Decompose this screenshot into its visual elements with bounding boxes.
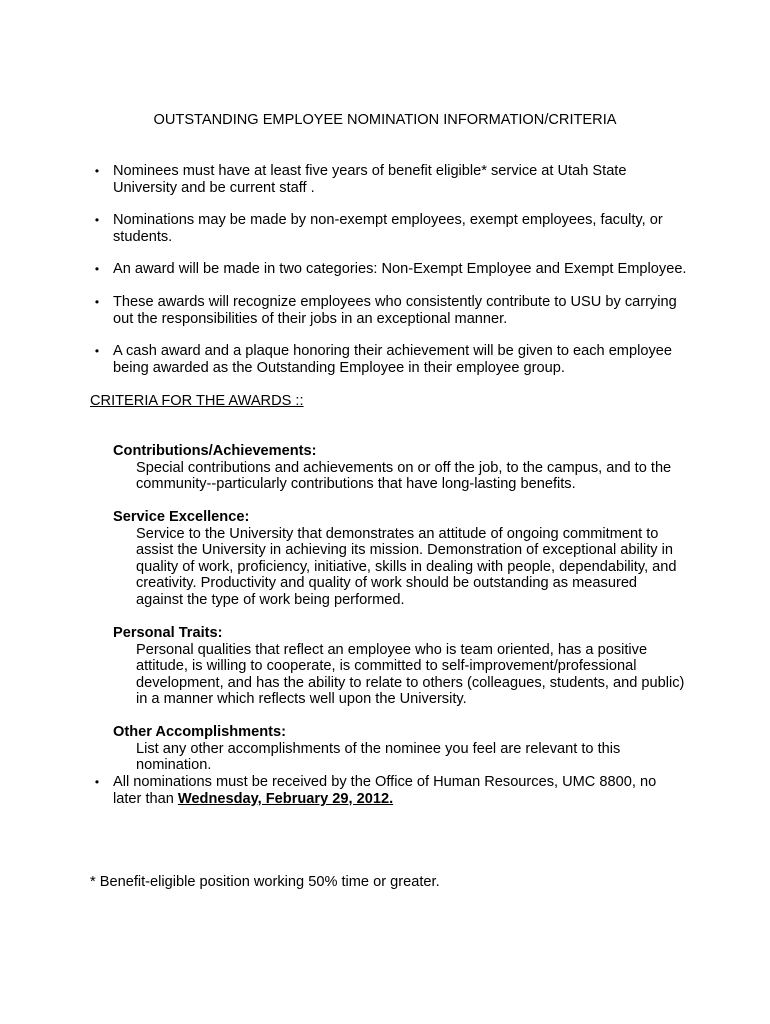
bullet-icon: • [94,164,100,178]
bullet-icon: • [94,344,100,358]
deadline-text [113,774,688,807]
criteria-heading-suffix: : [299,393,304,409]
bullet-icon: • [94,213,100,227]
footnote: * Benefit-eligible position working 50% time or greater. [90,874,440,890]
section-heading: Service Excellence: [113,509,250,525]
bullet-icon: • [94,775,100,789]
criteria-section-service-excellence [113,509,688,609]
page-title: OUTSTANDING EMPLOYEE NOMINATION INFORMATION/CRITERIA [153,112,617,128]
section-body: Personal qualities that reflect an employee who is team oriented, has a positive attitude, is willing to cooperate, is committed to self-improvement/professional development, and has the ability to relate to others (colleagues, students, and public) in a manner which reflects well upon the University. [136,641,685,708]
criteria-section-other-accomplishments [113,724,688,774]
section-body: Special contributions and achievements on or off the job, to the campus, and to the community--particularly contributions that have long-lasting benefits. [136,459,672,493]
bullet-text: Nominees must have at least five years of benefit eligible* service at Utah State University and be current staff . [113,163,627,196]
section-heading: Other Accomplishments: [113,724,286,740]
bullet-text: These awards will recognize employees who consistently contribute to USU by carrying out the responsibilities of their jobs in an exceptional manner. [113,294,677,327]
bullet-text: Nominations may be made by non-exempt employees, exempt employees, faculty, or students. [113,212,663,245]
deadline-body: All nominations must be received by the Office of Human Resources, UMC 8800, no later than [113,774,657,807]
deadline-date: Wednesday, February 29, 2012. [177,790,394,807]
section-heading: Contributions/Achievements: [113,443,317,459]
section-body: Service to the University that demonstrates an attitude of ongoing commitment to assist the University in achieving its mission. Demonstration of exceptional ability in quality of work, proficiency, initiative, skills in dealing with people, dependability, and creativity. Productivity and quality of work should be outstanding as measured against the type of work being performed. [136,525,677,608]
criteria-section-contributions [113,443,688,493]
criteria-heading [90,393,304,410]
section-heading: Personal Traits: [113,625,223,641]
criteria-heading-text: CRITERIA FOR THE AWARDS : [90,393,300,409]
bullet-text: An award will be made in two categories: Non-Exempt Employee and Exempt Employee. [113,261,687,277]
criteria-section-personal-traits [113,625,688,708]
bullet-icon: • [94,262,100,276]
bullet-text: A cash award and a plaque honoring their achievement will be given to each employee being awarded as the Outstanding Employee in their employee group. [113,343,672,376]
bullet-icon: • [94,295,100,309]
section-body: List any other accomplishments of the nominee you feel are relevant to this nomination. [136,740,621,774]
